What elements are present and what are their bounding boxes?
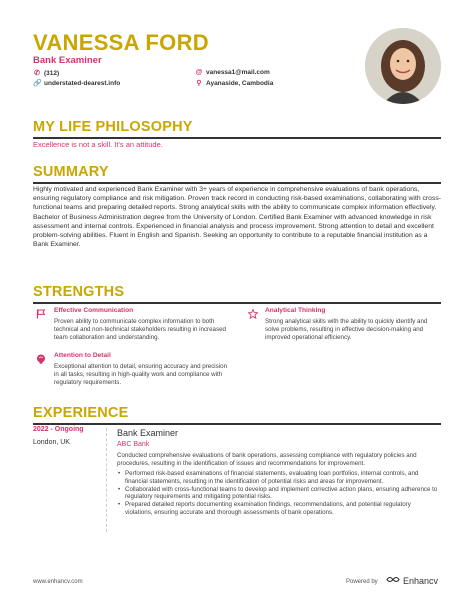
phone-text: (312) — [44, 69, 60, 77]
phone-icon: ✆ — [34, 70, 40, 77]
footer-powered-label: Powered by — [346, 579, 378, 585]
experience-heading: EXPERIENCE — [33, 405, 129, 421]
brain-icon — [36, 351, 46, 361]
summary-text: Highly motivated and experienced Bank Examiner with 3+ years of experience in comprehensive evaluations of bank operations, ensuring regulatory compliance and risk mitigation. Proven track record in conducting risk-based examinations, collaborating with cross-functional teams and preparing detailed reports. Strong analytical skills with the ability to communicate complex information effectively. Bachelor of Business Administration degree from the University of London. Certified Bank Examiner with advanced knowledge in risk assessment and internal controls. Experienced in financial analysis and process improvement. Strong attention to detail and excellent problem-solving abilities. Fluent in English and Spanish. Seeking an opportunity to contribute to a reputable financial institution as a Bank Examiner. — [33, 186, 442, 249]
footer-brand[interactable] — [386, 575, 438, 586]
summary-divider — [33, 182, 441, 184]
job-date: 2022 - Ongoing — [33, 426, 84, 433]
footer-brand-name: Enhancv — [403, 575, 439, 586]
strength-title-communication: Effective Communication — [54, 307, 134, 314]
philosophy-quote: Excellence is not a skill. It's an attitude. — [33, 140, 163, 149]
star-icon — [248, 306, 258, 316]
job-location: London, UK — [33, 439, 70, 446]
website-text[interactable]: understated-dearest.info — [44, 79, 121, 87]
strengths-heading: STRENGTHS — [33, 284, 125, 300]
job-description: Conducted comprehensive evaluations of bank operations, assessing compliance with regulatory policies and procedures, resulting in the identification of issues and recommendations for improvement. — [117, 452, 417, 467]
email-text[interactable]: vanessa1@mail.com — [206, 69, 270, 76]
strength-desc-detail: Exceptional attention to detail, ensuring accuracy and precision in all tasks, resulting in high-quality work and compliance with regulatory requirements. — [54, 363, 228, 387]
strength-title-analytical: Analytical Thinking — [265, 307, 326, 314]
philosophy-divider — [33, 137, 441, 139]
job-company: ABC Bank — [117, 441, 150, 448]
list-item: • Collaborated with cross-functional teams to develop and implement corrective action plans, ensuring adherence to regulatory requirements and mitigating potential risks. — [117, 486, 439, 502]
strength-desc-communication: Proven ability to communicate complex information to both technical and non-technical stakeholders resulting in increased team collaboration and understanding. — [54, 318, 226, 342]
website-contact[interactable] — [33, 79, 120, 87]
strength-title-detail: Attention to Detail — [54, 352, 111, 359]
at-icon: @ — [195, 69, 203, 76]
location-contact — [195, 79, 273, 87]
profile-photo — [365, 28, 441, 104]
philosophy-heading: MY LIFE PHILOSOPHY — [33, 119, 193, 135]
link-icon: 🔗 — [33, 80, 42, 87]
job-bullets — [117, 470, 439, 517]
list-item: • Prepared detailed reports documenting examination findings, recommendations, and potential regulatory violations, ensuring accurate and thorough assessments of bank operations. — [117, 501, 439, 517]
candidate-title: Bank Examiner — [33, 55, 102, 66]
candidate-name: VANESSA FORD — [33, 30, 209, 55]
flag-icon — [36, 306, 46, 316]
job-role: Bank Examiner — [117, 428, 179, 438]
summary-heading: SUMMARY — [33, 164, 109, 180]
strengths-divider — [33, 302, 441, 304]
list-item: • Performed risk-based examinations of financial statements, evaluating loan portfolios, internal controls, and financial statements, resulting in the identification of potential risks and areas for improvement. — [117, 470, 439, 486]
email-contact[interactable] — [195, 69, 270, 76]
experience-divider — [33, 423, 441, 425]
phone-contact — [33, 69, 59, 77]
enhancv-logo-icon — [386, 575, 400, 586]
location-text: Ayanaside, Cambodia — [206, 79, 274, 87]
footer-site-link[interactable]: www.enhancv.com — [33, 579, 83, 585]
timeline-line — [106, 428, 108, 532]
location-pin-icon: ⚲ — [196, 80, 202, 87]
strength-desc-analytical: Strong analytical skills with the ability to quickly identify and solve problems, resulting in effective decision-making and improved operational efficiency. — [265, 318, 428, 342]
